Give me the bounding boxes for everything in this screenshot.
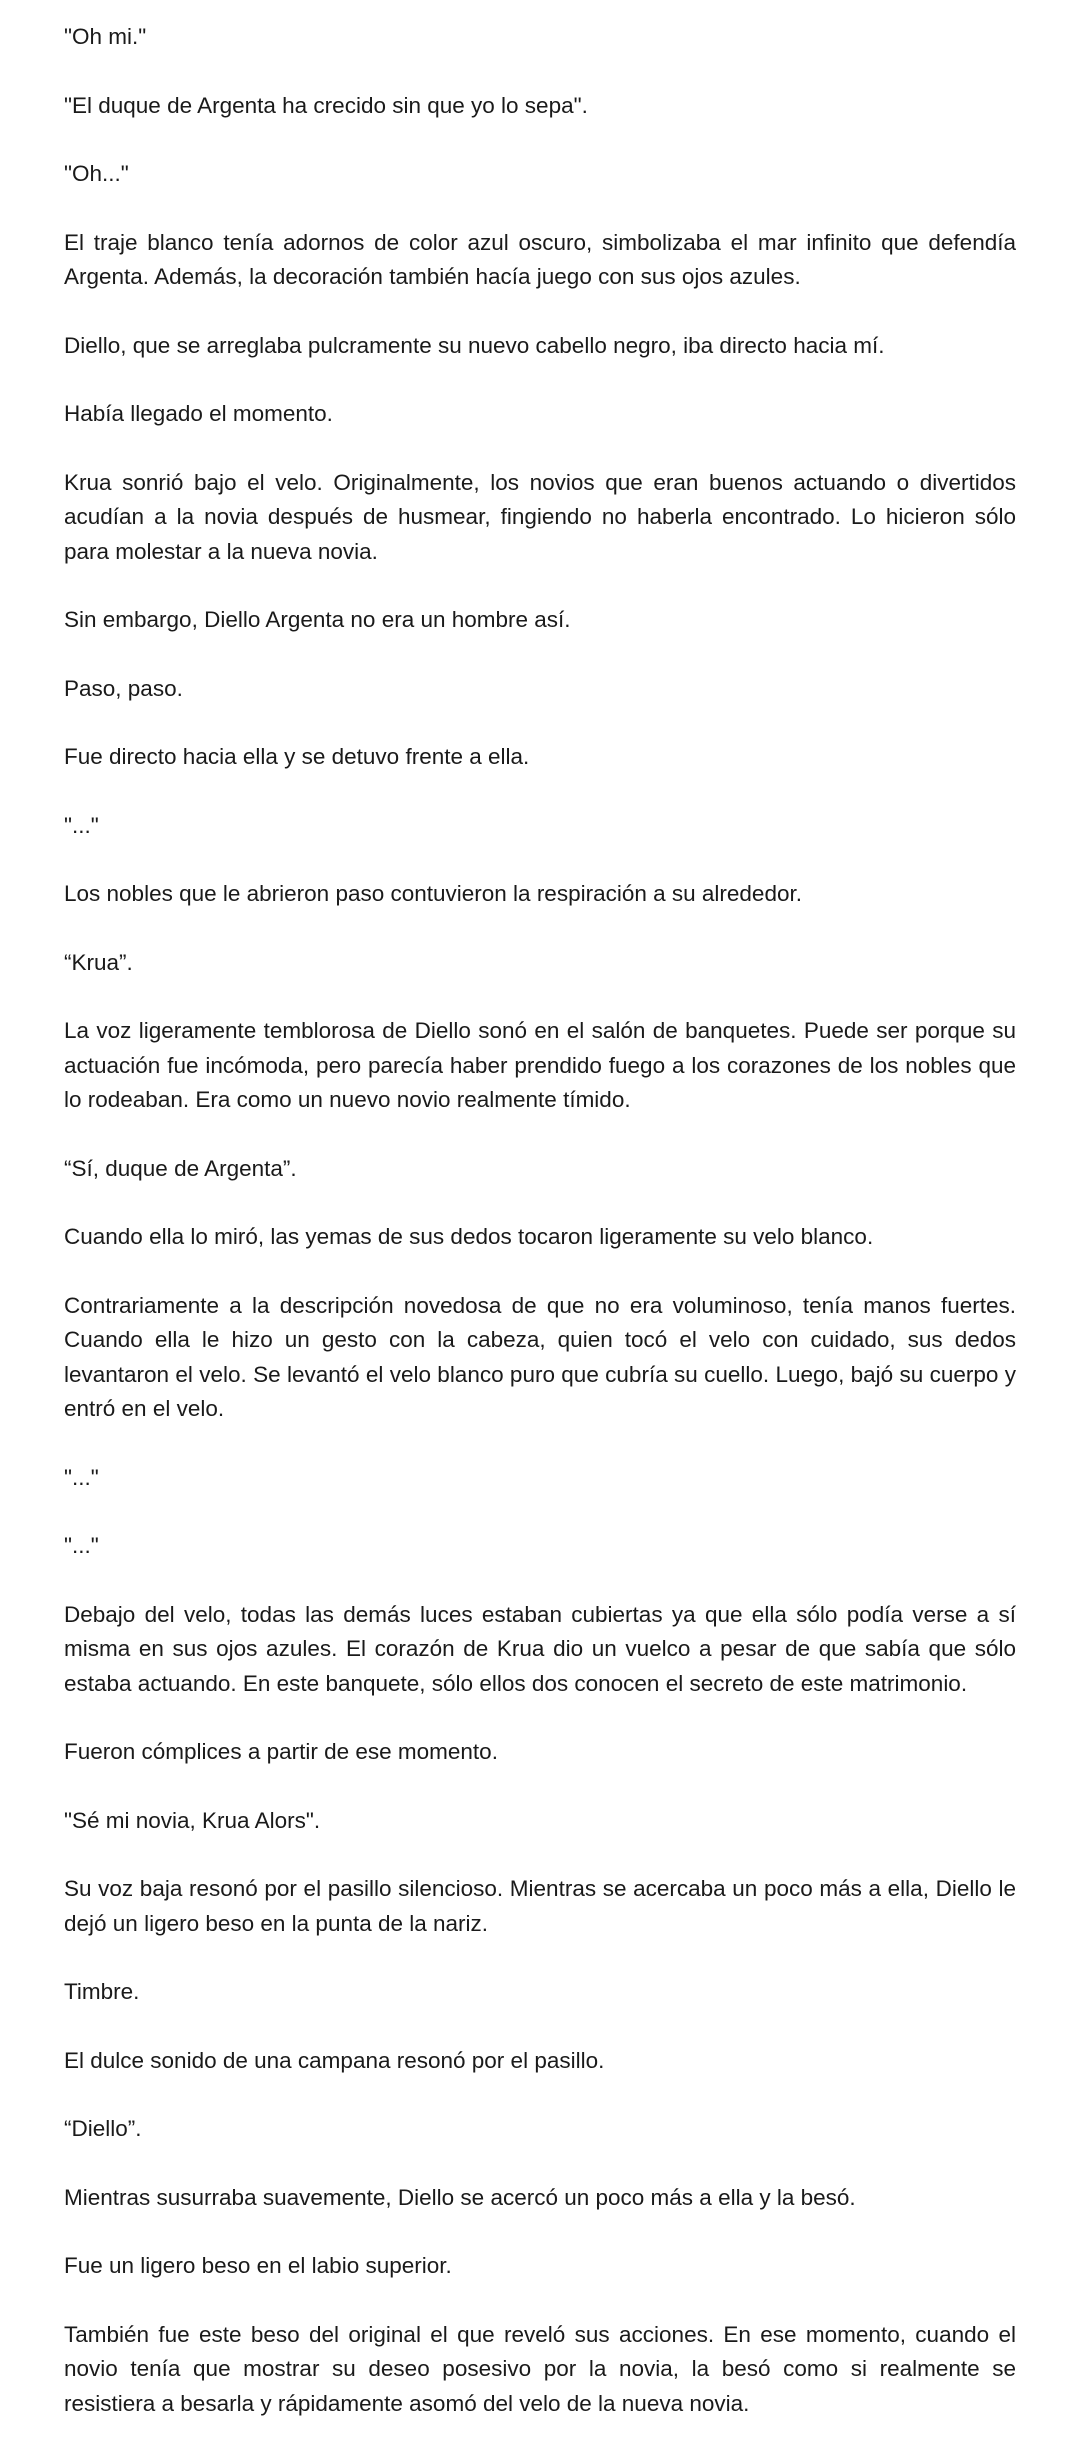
paragraph: “Krua”. — [64, 949, 133, 975]
paragraph: "..." — [64, 1533, 99, 1558]
paragraph: Paso, paso. — [64, 675, 183, 701]
paragraph: Contrariamente a la descripción novedosa de que no era voluminoso, tenía manos fuertes. Cuando ella le hizo un gesto con la cabeza, quien tocó el velo con cuidado, sus dedos levantaron el velo. Se levantó el velo blanco puro que cubría su cuello. Luego, bajó su cuerpo y entró en el velo. — [64, 1292, 1016, 1421]
paragraph: Los nobles que le abrieron paso contuvieron la respiración a su alrededor. — [64, 881, 802, 906]
paragraph: "El duque de Argenta ha crecido sin que yo lo sepa". — [64, 92, 588, 118]
paragraph: Sin embargo, Diello Argenta no era un hombre así. — [64, 607, 571, 632]
paragraph: "..." — [64, 1464, 99, 1490]
paragraph: Su voz baja resonó por el pasillo silencioso. Mientras se acercaba un poco más a ella, Diello le dejó un ligero beso en la punta de la nariz. — [64, 1876, 1016, 1936]
paragraph: El dulce sonido de una campana resonó por el pasillo. — [64, 2047, 605, 2073]
paragraph: Debajo del velo, todas las demás luces estaban cubiertas ya que ella sólo podía verse a sí misma en sus ojos azules. El corazón de Krua dio un vuelco a pesar de que sabía que sólo estaba actuando. En este banquete, sólo ellos dos conocen el secreto de este matrimonio. — [64, 1601, 1016, 1696]
paragraph: Había llegado el momento. — [64, 401, 333, 426]
paragraph: “Sí, duque de Argenta”. — [64, 1155, 297, 1181]
paragraph: Diello, que se arreglaba pulcramente su nuevo cabello negro, iba directo hacia mí. — [64, 332, 885, 358]
paragraph: Timbre. — [64, 1979, 140, 2004]
paragraph: “Diello”. — [64, 2116, 142, 2141]
paragraph: "Oh mi." — [64, 24, 147, 49]
paragraph: Krua sonrió bajo el velo. Originalmente, los novios que eran buenos actuando o divertidos acudían a la novia después de husmear, fingiendo no haberla encontrado. Lo hicieron sólo para molestar a la nueva novia. — [64, 469, 1016, 564]
paragraph: El traje blanco tenía adornos de color azul oscuro, simbolizaba el mar infinito que defendía Argenta. Además, la decoración también hacía juego con sus ojos azules. — [64, 229, 1016, 289]
paragraph: Cuando ella lo miró, las yemas de sus dedos tocaron ligeramente su velo blanco. — [64, 1224, 874, 1249]
paragraph: "..." — [64, 812, 99, 838]
paragraph: Mientras susurraba suavemente, Diello se acercó un poco más a ella y la besó. — [64, 2184, 856, 2210]
paragraph: También fue este beso del original el que reveló sus acciones. En ese momento, cuando el novio tenía que mostrar su deseo posesivo por la novia, la besó como si realmente se resistiera a besarla y rápidamente asomó del velo de la nueva novia. — [64, 2321, 1016, 2416]
paragraph: Fueron cómplices a partir de ese momento. — [64, 1739, 498, 1764]
paragraph: "Oh..." — [64, 161, 129, 186]
document-body — [64, 20, 1016, 2455]
paragraph: La voz ligeramente temblorosa de Diello sonó en el salón de banquetes. Puede ser porque su actuación fue incómoda, pero parecía haber prendido fuego a los corazones de los nobles que lo rodeaban. Era como un nuevo novio realmente tímido. — [64, 1018, 1016, 1112]
paragraph: Fue directo hacia ella y se detuvo frente a ella. — [64, 744, 530, 769]
paragraph: Fue un ligero beso en el labio superior. — [64, 2253, 452, 2278]
paragraph: "Sé mi novia, Krua Alors". — [64, 1807, 321, 1833]
